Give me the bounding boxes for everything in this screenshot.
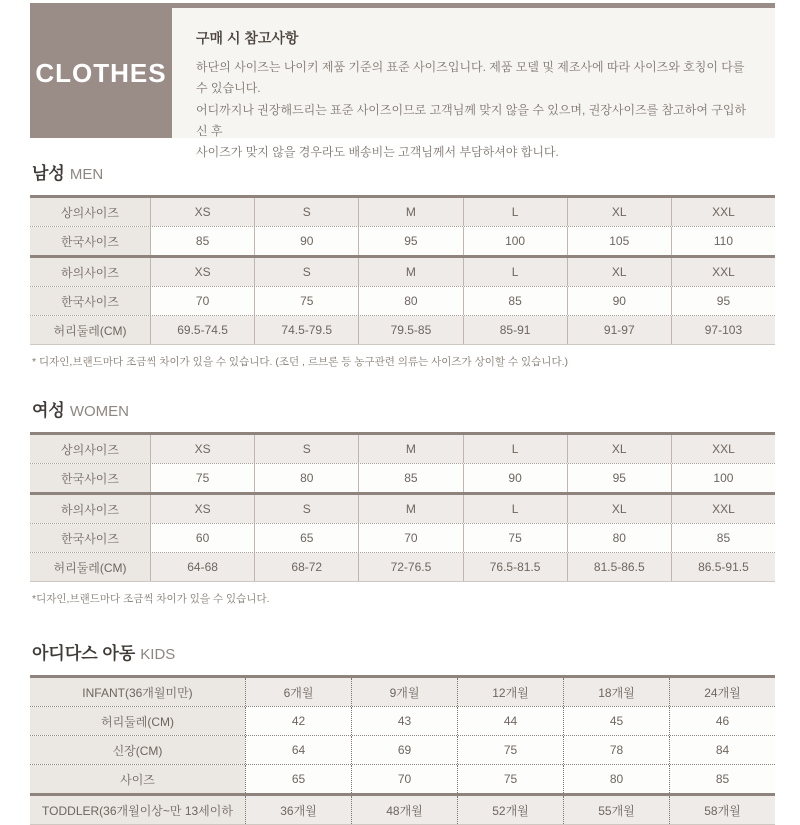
notice-line: 하단의 사이즈는 나이키 제품 기준의 표준 사이즈입니다. 제품 모델 및 제조사에 따라 사이즈와 호칭이 다를 수 있습니다. bbox=[196, 60, 745, 96]
table-cell: 45 bbox=[563, 707, 669, 735]
table-cell: XXL bbox=[671, 258, 775, 286]
table-cell: M bbox=[358, 495, 462, 523]
table-row bbox=[30, 226, 775, 255]
table-cell: 65 bbox=[254, 524, 358, 552]
table-row bbox=[30, 492, 775, 523]
table-cell: 69.5-74.5 bbox=[150, 316, 254, 344]
table-cell: M bbox=[358, 258, 462, 286]
table-row bbox=[30, 552, 775, 581]
table-cell: 90 bbox=[254, 227, 358, 255]
purchase-notice bbox=[172, 8, 775, 160]
kids-size-table bbox=[30, 675, 775, 825]
table-cell: L bbox=[463, 495, 567, 523]
table-cell: 85 bbox=[671, 524, 775, 552]
notice-line: 사이즈가 맞지 않을 경우라도 배송비는 고객님께서 부담하셔야 합니다. bbox=[196, 145, 559, 160]
table-cell: 90 bbox=[463, 464, 567, 492]
row-label: 한국사이즈 bbox=[30, 287, 150, 315]
table-row bbox=[30, 315, 775, 344]
table-row bbox=[30, 198, 775, 226]
table-cell: 68-72 bbox=[254, 553, 358, 581]
table-cell: 75 bbox=[150, 464, 254, 492]
table-cell: XL bbox=[567, 495, 671, 523]
table-cell: 75 bbox=[254, 287, 358, 315]
row-label: INFANT(36개월미만) bbox=[30, 678, 245, 706]
table-cell: 95 bbox=[671, 287, 775, 315]
table-cell: 72-76.5 bbox=[358, 553, 462, 581]
table-cell: L bbox=[463, 258, 567, 286]
table-row bbox=[30, 678, 775, 706]
table-cell: L bbox=[463, 198, 567, 226]
table-cell: XS bbox=[150, 258, 254, 286]
table-row bbox=[30, 286, 775, 315]
row-label: 상의사이즈 bbox=[30, 435, 150, 463]
table-cell: 97-103 bbox=[671, 316, 775, 344]
women-heading-en: WOMEN bbox=[69, 403, 130, 420]
table-cell: XL bbox=[567, 198, 671, 226]
women-size-table bbox=[30, 432, 775, 582]
table-cell: 85-91 bbox=[463, 316, 567, 344]
notice-title: 구매 시 참고사항 bbox=[196, 30, 299, 46]
table-cell: 65 bbox=[245, 765, 351, 793]
table-row bbox=[30, 463, 775, 492]
row-label: 한국사이즈 bbox=[30, 524, 150, 552]
table-cell: 78 bbox=[563, 736, 669, 764]
table-cell: 85 bbox=[150, 227, 254, 255]
women-heading-ko: 여성 bbox=[32, 401, 65, 420]
table-cell: 74.5-79.5 bbox=[254, 316, 358, 344]
table-cell: XL bbox=[567, 435, 671, 463]
table-cell: 42 bbox=[245, 707, 351, 735]
table-row bbox=[30, 706, 775, 735]
kids-heading-ko: 아디다스 아동 bbox=[32, 644, 136, 663]
header bbox=[30, 8, 775, 160]
table-cell: 85 bbox=[669, 765, 775, 793]
table-cell: 79.5-85 bbox=[358, 316, 462, 344]
row-label: 신장(CM) bbox=[30, 736, 245, 764]
kids-heading-en: KIDS bbox=[140, 646, 176, 663]
table-cell: M bbox=[358, 435, 462, 463]
table-cell: S bbox=[254, 495, 358, 523]
table-cell: 64 bbox=[245, 736, 351, 764]
table-cell: XXL bbox=[671, 198, 775, 226]
table-cell: 84 bbox=[669, 736, 775, 764]
row-label: 상의사이즈 bbox=[30, 198, 150, 226]
table-cell: 24개월 bbox=[669, 678, 775, 706]
men-heading-ko: 남성 bbox=[32, 164, 65, 183]
table-row bbox=[30, 523, 775, 552]
table-cell: S bbox=[254, 198, 358, 226]
women-section-heading bbox=[32, 396, 775, 421]
table-cell: 76.5-81.5 bbox=[463, 553, 567, 581]
table-cell: 80 bbox=[358, 287, 462, 315]
table-cell: 86.5-91.5 bbox=[671, 553, 775, 581]
table-cell: 70 bbox=[150, 287, 254, 315]
table-cell: 46 bbox=[669, 707, 775, 735]
table-cell: M bbox=[358, 198, 462, 226]
table-cell: 80 bbox=[567, 524, 671, 552]
notice-line: 어디까지나 권장해드리는 표준 사이즈이므로 고객님께 맞지 않을 수 있으며, 권장사이즈를 참고하여 구입하신 후 bbox=[196, 102, 747, 139]
table-cell: 105 bbox=[567, 227, 671, 255]
table-cell: 100 bbox=[671, 464, 775, 492]
row-label: 허리둘레(CM) bbox=[30, 316, 150, 344]
table-cell: 70 bbox=[358, 524, 462, 552]
table-row bbox=[30, 735, 775, 764]
table-cell: 95 bbox=[567, 464, 671, 492]
size-guide-page bbox=[0, 3, 800, 825]
table-cell: XXL bbox=[671, 435, 775, 463]
table-cell: 44 bbox=[457, 707, 563, 735]
table-cell: 90 bbox=[567, 287, 671, 315]
table-cell: 55개월 bbox=[563, 796, 669, 824]
row-label: 사이즈 bbox=[30, 765, 245, 793]
table-cell: 75 bbox=[463, 524, 567, 552]
table-cell: 75 bbox=[457, 765, 563, 793]
table-cell: 80 bbox=[254, 464, 358, 492]
row-label: 허리둘레(CM) bbox=[30, 553, 150, 581]
table-cell: 52개월 bbox=[457, 796, 563, 824]
table-cell: 91-97 bbox=[567, 316, 671, 344]
table-cell: L bbox=[463, 435, 567, 463]
table-cell: 69 bbox=[351, 736, 457, 764]
table-cell: 95 bbox=[358, 227, 462, 255]
table-cell: XXL bbox=[671, 495, 775, 523]
table-cell: 43 bbox=[351, 707, 457, 735]
row-label: 하의사이즈 bbox=[30, 258, 150, 286]
table-cell: 81.5-86.5 bbox=[567, 553, 671, 581]
table-row bbox=[30, 435, 775, 463]
table-cell: XS bbox=[150, 198, 254, 226]
table-cell: 85 bbox=[463, 287, 567, 315]
row-label: 하의사이즈 bbox=[30, 495, 150, 523]
table-cell: XL bbox=[567, 258, 671, 286]
table-cell: 12개월 bbox=[457, 678, 563, 706]
table-cell: XS bbox=[150, 495, 254, 523]
table-cell: 9개월 bbox=[351, 678, 457, 706]
clothes-badge: CLOTHES bbox=[30, 8, 172, 138]
table-cell: 60 bbox=[150, 524, 254, 552]
table-cell: 48개월 bbox=[351, 796, 457, 824]
men-size-table bbox=[30, 195, 775, 345]
table-cell: S bbox=[254, 435, 358, 463]
table-cell: 85 bbox=[358, 464, 462, 492]
table-cell: 70 bbox=[351, 765, 457, 793]
row-label: 한국사이즈 bbox=[30, 464, 150, 492]
table-cell: 80 bbox=[563, 765, 669, 793]
table-cell: 6개월 bbox=[245, 678, 351, 706]
table-cell: 110 bbox=[671, 227, 775, 255]
table-cell: 58개월 bbox=[669, 796, 775, 824]
men-heading-en: MEN bbox=[69, 166, 104, 183]
table-cell: 100 bbox=[463, 227, 567, 255]
table-cell: 36개월 bbox=[245, 796, 351, 824]
table-row bbox=[30, 793, 775, 824]
table-cell: 75 bbox=[457, 736, 563, 764]
women-footnote: *디자인,브랜드마다 조금씩 차이가 있을 수 있습니다. bbox=[32, 593, 270, 605]
row-label: TODDLER(36개월이상~만 13세이하 bbox=[30, 796, 245, 824]
men-footnote: * 디자인,브랜드마다 조금씩 차이가 있을 수 있습니다. (조던 , 르브론 등 농구관련 의류는 사이즈가 상이할 수 있습니다.) bbox=[32, 356, 569, 368]
table-row bbox=[30, 255, 775, 286]
table-cell: 18개월 bbox=[563, 678, 669, 706]
row-label: 허리둘레(CM) bbox=[30, 707, 245, 735]
table-row bbox=[30, 764, 775, 793]
table-cell: 64-68 bbox=[150, 553, 254, 581]
kids-section-heading bbox=[32, 639, 775, 664]
row-label: 한국사이즈 bbox=[30, 227, 150, 255]
table-cell: S bbox=[254, 258, 358, 286]
table-cell: XS bbox=[150, 435, 254, 463]
